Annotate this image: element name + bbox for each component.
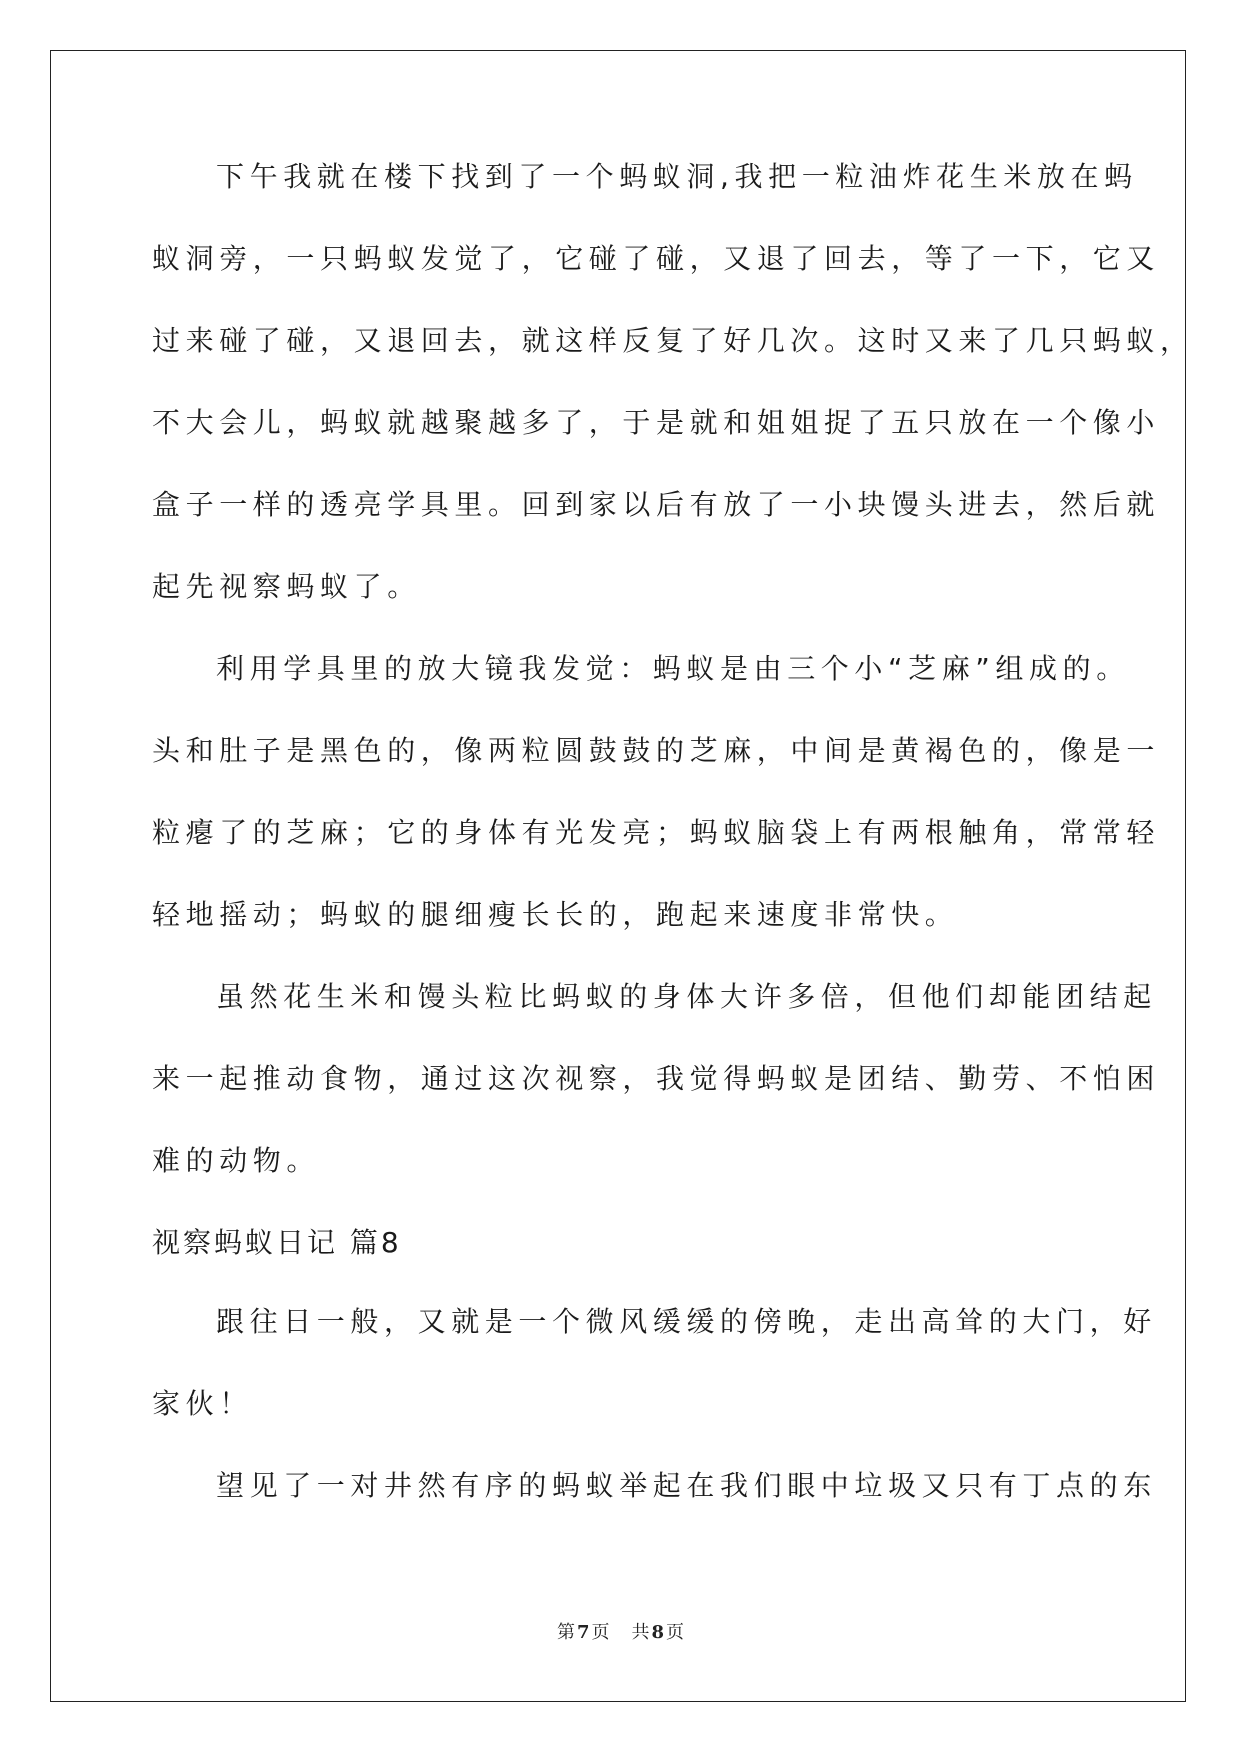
- total-suffix: 页: [666, 1622, 685, 1643]
- page-footer: [0, 1618, 1241, 1644]
- paragraph-3-line-2: 来一起推动食物，通过这次视察，我觉得蚂蚁是团结、勤劳、不怕困: [152, 1062, 1161, 1095]
- total-prefix: 共: [631, 1622, 650, 1643]
- page-prefix: 第: [556, 1622, 575, 1643]
- paragraph-2-line-1: 利用学具里的放大镜我发觉：蚂蚁是由三个小“芝麻”组成的。: [216, 652, 1130, 685]
- paragraph-1-line-3: 过来碰了碰，又退回去，就这样反复了好几次。这时又来了几只蚂蚁，: [152, 324, 1194, 357]
- section-heading: 视察蚂蚁日记 篇8: [152, 1226, 402, 1259]
- paragraph-1-line-1: 下午我就在楼下找到了一个蚂蚁洞,我把一粒油炸花生米放在蚂: [216, 160, 1138, 193]
- document-body: [152, 160, 1194, 1551]
- paragraph-4-line-2: 家伙！: [152, 1387, 253, 1420]
- paragraph-2-line-3: 粒瘪了的芝麻；它的身体有光发亮；蚂蚁脑袋上有两根触角，常常轻: [152, 816, 1161, 849]
- paragraph-1-line-6: 起先视察蚂蚁了。: [152, 570, 421, 603]
- paragraph-3-line-3: 难的动物。: [152, 1144, 321, 1177]
- paragraph-5-line-1: 望见了一对井然有序的蚂蚁举起在我们眼中垃圾又只有丁点的东: [216, 1469, 1157, 1502]
- paragraph-1-line-4: 不大会儿，蚂蚁就越聚越多了，于是就和姐姐捉了五只放在一个像小: [152, 406, 1161, 439]
- page-current: 7: [576, 1622, 590, 1643]
- paragraph-1-line-5: 盒子一样的透亮学具里。回到家以后有放了一小块馒头进去，然后就: [152, 488, 1161, 521]
- paragraph-2-line-2: 头和肚子是黑色的，像两粒圆鼓鼓的芝麻，中间是黄褐色的，像是一: [152, 734, 1161, 767]
- paragraph-4-line-1: 跟往日一般，又就是一个微风缓缓的傍晚，走出高耸的大门，好: [216, 1305, 1157, 1338]
- page-suffix: 页: [591, 1622, 610, 1643]
- paragraph-3-line-1: 虽然花生米和馒头粒比蚂蚁的身体大许多倍，但他们却能团结起: [216, 980, 1157, 1013]
- page-total: 8: [651, 1622, 665, 1643]
- paragraph-2-line-4: 轻地摇动；蚂蚁的腿细瘦长长的，跑起来速度非常快。: [152, 898, 959, 931]
- paragraph-1-line-2: 蚁洞旁，一只蚂蚁发觉了，它碰了碰，又退了回去，等了一下，它又: [152, 242, 1161, 275]
